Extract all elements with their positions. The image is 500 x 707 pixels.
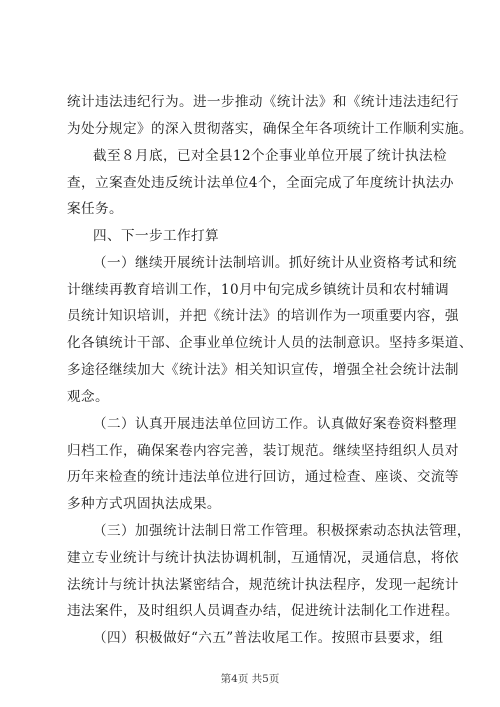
page-footer: 第4页 共5页 <box>220 673 280 685</box>
text-line: 化各镇统计干部、企事业单位统计人员的法制意识。坚持多渠道、 <box>67 335 473 351</box>
section-heading: 四、下一步工作打算 <box>93 228 219 244</box>
text-line: 案任务。 <box>67 201 123 217</box>
text-line: 截至８月底，已对全县12个企事业单位开展了统计执法检 <box>93 148 447 164</box>
text-line: 建立专业统计与统计执法协调机制，互通情况，灵通信息，将依 <box>67 550 459 566</box>
text-line: 归档工作，确保案卷内容完善，装订规范。继续坚持组织人员对 <box>67 443 459 459</box>
text-line: （一）继续开展统计法制培训。抓好统计从业资格考试和统 <box>93 255 457 271</box>
text-line: 为处分规定》的深入贯彻落实，确保全年各项统计工作顺利实施。 <box>67 121 473 137</box>
text-line: 计继续再教育培训工作，10月中旬完成乡镇统计员和农村辅调 <box>67 282 449 298</box>
text-line: 统计违法违纪行为。进一步推动《统计法》和《统计违法违纪行 <box>67 94 459 110</box>
text-line: 历年来检查的统计违法单位进行回访，通过检查、座谈、交流等 <box>67 469 459 485</box>
text-line: 违法案件，及时组织人员调查办结，促进统计法制化工作进程。 <box>67 603 459 619</box>
text-line: 观念。 <box>67 389 109 405</box>
text-line: （三）加强统计法制日常工作管理。积极探索动态执法管理， <box>93 523 471 539</box>
text-line: （二）认真开展违法单位回访工作。认真做好案卷资料整理 <box>93 416 457 432</box>
text-line: （四）积极做好“六五”普法收尾工作。按照市县要求，组 <box>93 630 444 646</box>
text-line: 多途径继续加大《统计法》相关知识宣传，增强全社会统计法制 <box>67 362 459 378</box>
text-line: 员统计知识培训，并把《统计法》的培训作为一项重要内容，强 <box>67 308 459 324</box>
text-line: 多种方式巩固执法成果。 <box>67 496 221 512</box>
text-line: 查，立案查处违反统计法单位4个，全面完成了年度统计执法办 <box>67 175 454 191</box>
text-line: 法统计与统计执法紧密结合，规范统计执法程序，发现一起统计 <box>67 577 459 593</box>
